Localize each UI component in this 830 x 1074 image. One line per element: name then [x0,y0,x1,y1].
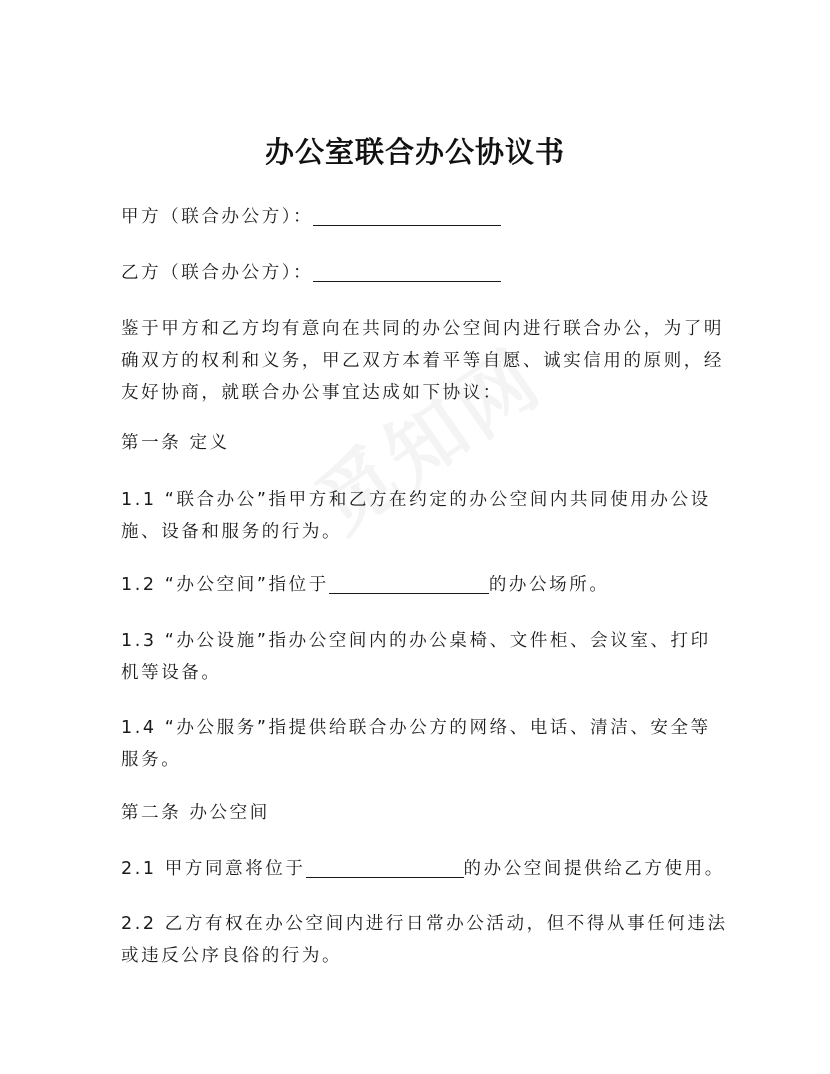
preamble-line: 友好协商，就联合办公事宜达成如下协议： [121,383,503,403]
clause-line: 2.2 乙方有权在办公空间内进行日常办公活动，但不得从事任何违法 [121,914,728,934]
party-a-blank [313,205,501,226]
party-b-line [121,257,696,289]
clause-2-2 [121,908,728,972]
article-1-heading: 第一条 定义 [121,433,230,453]
clause-1-4 [121,712,711,776]
clause-2-1-suffix: 的办公空间提供给乙方使用。 [463,859,725,879]
article-2-heading: 第二条 办公空间 [121,803,270,823]
document-title: 办公室联合办公协议书 [264,135,565,169]
clause-line: 施、设备和服务的行为。 [121,522,343,542]
clause-1-2-prefix: 1.2 “办公空间”指位于 [121,575,329,595]
clause-2-1 [121,853,725,885]
location-blank [329,573,489,594]
clause-1-3 [121,625,711,689]
clause-1-2-suffix: 的办公场所。 [488,575,610,595]
clause-line: 1.4 “办公服务”指提供给联合办公方的网络、电话、清洁、安全等 [121,718,711,738]
clause-line: 机等设备。 [121,663,222,683]
preamble [121,313,724,409]
party-b-blank [313,261,501,282]
preamble-line: 鉴于甲方和乙方均有意向在共同的办公空间内进行联合办公，为了明 [121,319,724,339]
clause-2-1-prefix: 2.1 甲方同意将位于 [121,859,306,879]
party-a-label: 甲方（联合办公方）： [121,207,314,227]
clause-1-2 [121,569,696,601]
clause-line: 服务。 [121,750,182,770]
clause-line: 1.1 “联合办公”指甲方和乙方在约定的办公空间内共同使用办公设 [121,490,711,510]
clause-line: 1.3 “办公设施”指办公空间内的办公桌椅、文件柜、会议室、打印 [121,631,711,651]
office-location-blank [306,857,464,878]
party-b-label: 乙方（联合办公方）： [121,263,314,283]
party-a-line [121,201,696,233]
preamble-line: 确双方的权利和义务，甲乙双方本着平等自愿、诚实信用的原则，经 [121,351,724,371]
clause-1-1 [121,484,711,548]
clause-line: 或违反公序良俗的行为。 [121,946,343,966]
